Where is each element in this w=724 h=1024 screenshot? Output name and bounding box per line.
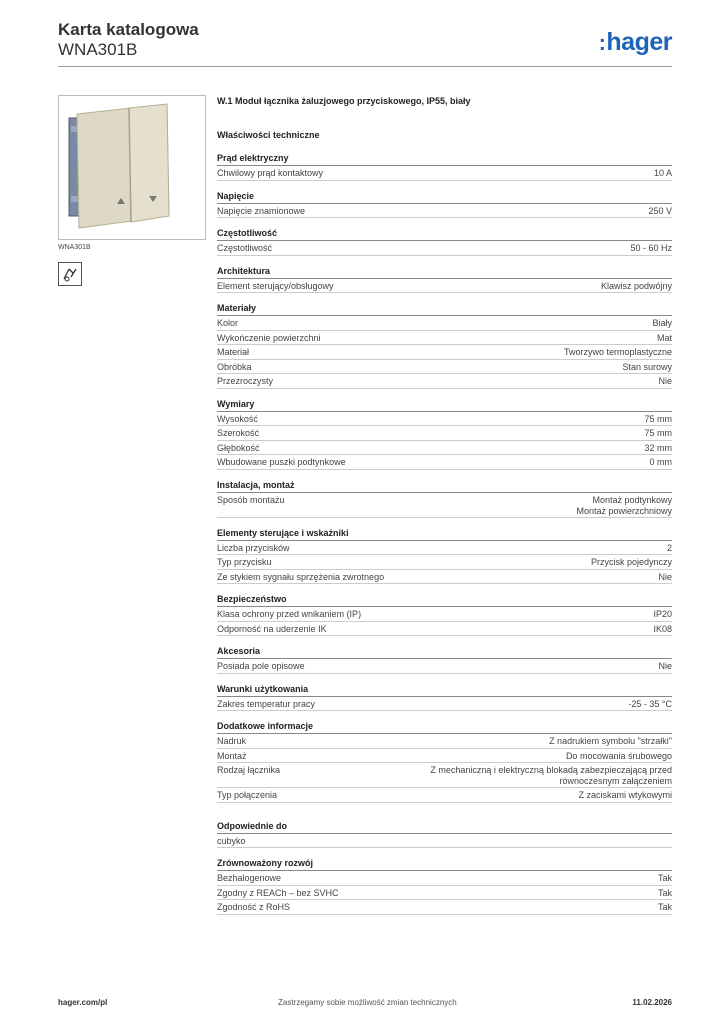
spec-value: -25 - 35 °C	[628, 698, 672, 709]
spec-row	[217, 360, 672, 375]
spec-value: 50 - 60 Hz	[630, 243, 672, 253]
spec-row	[217, 570, 672, 585]
spec-value: Do mocowania śrubowego	[565, 750, 672, 761]
spec-label: Przezroczysty	[217, 376, 274, 386]
spec-label: Element sterujący/obsługowy	[217, 280, 334, 291]
spec-label: Kolor	[217, 318, 239, 328]
spec-label: Chwilowy prąd kontaktowy	[217, 168, 324, 178]
footer-note: Zastrzegamy sobie możliwość zmian technicznych	[278, 998, 457, 1007]
outdoor-symbol-icon	[58, 262, 82, 286]
spec-section-title: Instalacja, montaż	[217, 480, 672, 493]
spec-value: Przycisk pojedynczy	[590, 557, 672, 567]
spec-row	[217, 412, 672, 427]
spec-label: Ze stykiem sygnału sprzężenia zwrotnego	[217, 571, 385, 582]
spec-label: Zgodny z REACh – bez SVHC	[217, 887, 339, 898]
spec-row	[217, 166, 672, 181]
hager-logo[interactable]: :hager	[598, 28, 672, 56]
product-image	[58, 95, 206, 240]
spec-row	[217, 279, 672, 294]
spec-label: Częstotliwość	[217, 243, 273, 253]
spec-row	[217, 241, 672, 256]
spec-label: Głębokość	[217, 442, 260, 453]
spec-row	[217, 607, 672, 622]
spec-value: Montaż podtynkowy Montaż powierzchniowy	[576, 494, 672, 516]
spec-value: Tak	[657, 902, 672, 912]
spec-section-title: Architektura	[217, 266, 672, 279]
image-caption: WNA301B	[58, 244, 91, 251]
spec-row	[217, 331, 672, 346]
document-title: Karta katalogowa	[58, 20, 199, 39]
spec-label: cubyko	[217, 835, 246, 846]
spec-section	[217, 480, 672, 518]
spec-row	[217, 374, 672, 389]
spec-value: IK08	[653, 623, 672, 634]
spec-row	[217, 871, 672, 886]
spec-label: Posiada pole opisowe	[217, 661, 305, 671]
spec-section-title: Materiały	[217, 303, 672, 316]
spec-value: 75 mm	[644, 413, 672, 424]
spec-label: Zgodność z RoHS	[217, 902, 291, 912]
spec-value: 0 mm	[649, 457, 672, 467]
spec-label: Szerokość	[217, 428, 260, 438]
spec-value: IP20	[653, 609, 672, 619]
spec-section-title: Dodatkowe informacje	[217, 721, 672, 734]
spec-label: Zakres temperatur pracy	[217, 698, 316, 709]
spec-row	[217, 749, 672, 764]
spec-row	[217, 204, 672, 219]
spec-label: Sposób montażu	[217, 494, 285, 505]
spec-row	[217, 622, 672, 637]
spec-section	[217, 228, 672, 256]
spec-label: Rodzaj łącznika	[217, 765, 281, 775]
header	[58, 20, 199, 60]
spec-label: Wykończenie powierzchni	[217, 332, 321, 343]
spec-section	[217, 528, 672, 585]
spec-label: Bezhalogenowe	[217, 873, 282, 883]
spec-label: Obróbka	[217, 361, 252, 372]
spec-label: Materiał	[217, 347, 250, 357]
spec-section	[217, 191, 672, 219]
spec-section-title: Warunki użytkowania	[217, 684, 672, 697]
spec-label: Typ przycisku	[217, 557, 272, 567]
spec-value: Z nadrukiem symbolu "strzałki"	[549, 736, 672, 746]
spec-value: Nie	[658, 376, 672, 386]
spec-row	[217, 316, 672, 331]
spec-section	[217, 303, 672, 389]
spec-section-title: Bezpieczeństwo	[217, 594, 672, 607]
spec-label: Montaż	[217, 750, 247, 761]
spec-section	[217, 153, 672, 181]
spec-row	[217, 659, 672, 674]
spec-section-title: Odpowiednie do	[217, 821, 672, 834]
spec-row	[217, 426, 672, 441]
spec-section	[217, 594, 672, 636]
spec-section-title: Elementy sterujące i wskaźniki	[217, 528, 672, 541]
spec-section	[217, 721, 672, 803]
spec-value: Stan surowy	[622, 361, 672, 372]
spec-value: 10 A	[653, 168, 672, 178]
spec-value: Nie	[658, 571, 672, 582]
spec-value: 2	[666, 542, 672, 553]
spec-section	[217, 266, 672, 294]
spec-value: Mat	[656, 332, 672, 343]
spec-row	[217, 345, 672, 360]
spec-section-title: Częstotliwość	[217, 228, 672, 241]
technical-properties-heading: Właściwości techniczne	[217, 130, 320, 140]
spec-row	[217, 555, 672, 570]
spec-value: Klawisz podwójny	[600, 280, 672, 291]
switch-module-illustration	[59, 96, 205, 239]
product-code: WNA301B	[58, 40, 138, 59]
spec-value: Z mechaniczną i elektryczną blokadą zabezpieczającą przed równoczesnym załączeniem	[430, 765, 672, 786]
spec-row	[217, 455, 672, 470]
spec-label: Nadruk	[217, 736, 247, 746]
spec-value: 250 V	[648, 205, 672, 216]
spec-label: Klasa ochrony przed wnikaniem (IP)	[217, 609, 362, 619]
spec-label: Liczba przycisków	[217, 542, 290, 553]
spec-label: Typ połączenia	[217, 790, 278, 800]
product-title: W.1 Moduł łącznika żaluzjowego przyciskowego, IP55, biały	[217, 96, 471, 106]
spec-row	[217, 834, 672, 849]
spec-value: 75 mm	[644, 428, 672, 438]
spec-section-title: Wymiary	[217, 399, 672, 412]
spec-label: Wbudowane puszki podtynkowe	[217, 457, 346, 467]
spec-row	[217, 900, 672, 915]
spec-section	[217, 684, 672, 712]
spec-section-title: Akcesoria	[217, 646, 672, 659]
spec-value: Biały	[652, 318, 672, 328]
spec-section-title: Prąd elektryczny	[217, 153, 672, 166]
spec-section	[217, 858, 672, 915]
spec-label: Wysokość	[217, 413, 258, 424]
spec-row	[217, 734, 672, 749]
spec-value: Z zaciskami wtykowymi	[578, 790, 672, 800]
spec-value: Nie	[658, 661, 672, 671]
spec-section-title: Zrównoważony rozwój	[217, 858, 672, 871]
spec-section	[217, 646, 672, 674]
spec-value: 32 mm	[644, 442, 672, 453]
spec-row	[217, 493, 672, 518]
spec-row	[217, 886, 672, 901]
spec-section-title: Napięcie	[217, 191, 672, 204]
spec-value: Tworzywo termoplastyczne	[563, 347, 672, 357]
spec-row	[217, 788, 672, 803]
spec-row	[217, 541, 672, 556]
footer-date: 11.02.2026	[632, 998, 672, 1007]
spec-row	[217, 763, 672, 788]
spec-value: Tak	[657, 873, 672, 883]
spec-label: Odporność na uderzenie IK	[217, 623, 327, 634]
spec-value: Tak	[657, 887, 672, 898]
spec-row	[217, 697, 672, 712]
footer-website-link[interactable]: hager.com/pl	[58, 998, 108, 1007]
spec-section	[217, 813, 672, 849]
specifications	[217, 96, 672, 915]
header-divider	[58, 66, 672, 67]
spec-row	[217, 441, 672, 456]
spec-section	[217, 399, 672, 470]
spec-label: Napięcie znamionowe	[217, 205, 306, 216]
